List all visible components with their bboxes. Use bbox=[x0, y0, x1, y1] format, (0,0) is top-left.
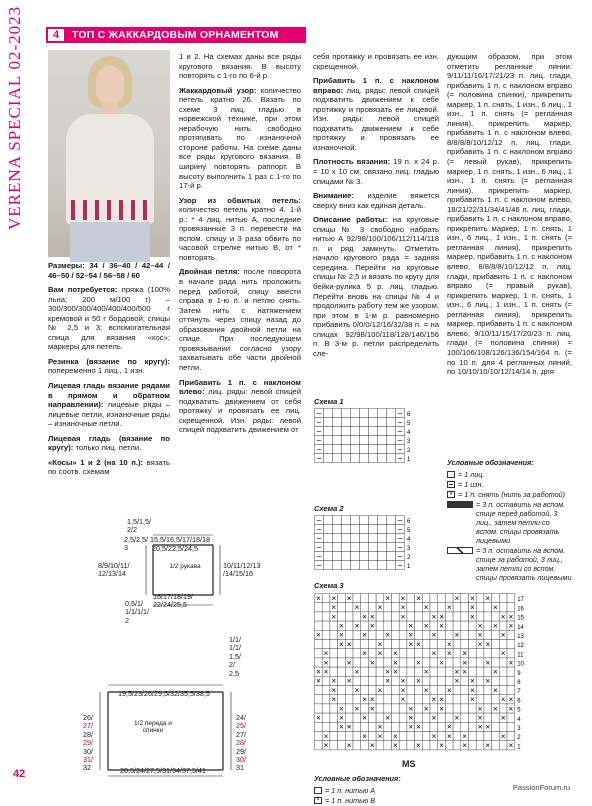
svg-text:3: 3 bbox=[407, 439, 411, 445]
svg-text:1: 1 bbox=[517, 744, 521, 751]
svg-text:15: 15 bbox=[517, 615, 524, 622]
legend-2-item: × = 1 п. нитью В bbox=[314, 796, 444, 805]
svg-text:×: × bbox=[362, 612, 367, 622]
svg-text:5: 5 bbox=[407, 421, 411, 427]
svg-text:×: × bbox=[377, 722, 383, 732]
gauge: Плотность вязания: 19 п. х 24 р. = 10 х 10 см, связано лиц. гладью спицами № 3. bbox=[313, 157, 439, 186]
scheme-2-grid bbox=[314, 515, 426, 577]
svg-text:×: × bbox=[354, 621, 360, 631]
section-title: ТОП С ЖАККАРДОВЫМ ОРНАМЕНТОМ bbox=[72, 29, 279, 41]
svg-text:×: × bbox=[385, 593, 391, 603]
svg-text:×: × bbox=[446, 685, 452, 695]
svg-text:×: × bbox=[408, 630, 414, 640]
svg-text:×: × bbox=[369, 741, 375, 751]
svg-text:×: × bbox=[331, 685, 337, 695]
meas-bottom1: 16/17/18/19/ 22/24/25,5 bbox=[153, 592, 193, 610]
height-value: 27/ bbox=[83, 721, 93, 731]
svg-text:×: × bbox=[346, 639, 352, 649]
svg-text:×: × bbox=[362, 713, 367, 723]
svg-text:6: 6 bbox=[407, 519, 411, 525]
svg-text:×: × bbox=[315, 630, 321, 640]
svg-text:×: × bbox=[392, 741, 398, 751]
svg-text:11: 11 bbox=[517, 652, 524, 659]
svg-text:×: × bbox=[431, 731, 437, 741]
meas-top1: 1,5/1,5/ 2/2 bbox=[127, 517, 151, 535]
meas-bottom-width: 20,5/24/27,5/31/34/37,5/41 bbox=[120, 766, 206, 775]
svg-text:×: × bbox=[408, 713, 414, 723]
section-header bbox=[46, 27, 306, 43]
page-number: 42 bbox=[13, 768, 26, 780]
svg-text:–: – bbox=[316, 560, 322, 570]
svg-text:×: × bbox=[408, 621, 414, 631]
svg-text:×: × bbox=[508, 658, 514, 668]
legend-scheme-3 bbox=[314, 774, 444, 806]
svg-text:–: – bbox=[397, 542, 403, 552]
svg-text:×: × bbox=[331, 603, 337, 613]
svg-text:×: × bbox=[485, 639, 491, 649]
svg-text:–: – bbox=[397, 524, 403, 534]
svg-text:×: × bbox=[508, 695, 514, 705]
svg-text:×: × bbox=[446, 731, 452, 741]
wrapped-stitch: Узор из обвитых петель: количество петель кратно 4. 1-й р.: * 4 лиц. нитью А, последние провязанные 3 п. перевести на вспом. спицу и 3 раза обвить по часовой стрелке нитью В, от * повторять. bbox=[179, 195, 301, 262]
svg-text:×: × bbox=[323, 658, 329, 668]
svg-text:2: 2 bbox=[517, 735, 521, 742]
svg-text:1: 1 bbox=[407, 457, 411, 463]
svg-text:×: × bbox=[315, 676, 321, 686]
svg-text:12: 12 bbox=[517, 643, 524, 650]
svg-text:2: 2 bbox=[407, 448, 411, 454]
svg-text:×: × bbox=[485, 741, 491, 751]
svg-text:–: – bbox=[397, 444, 403, 454]
svg-text:×: × bbox=[416, 722, 421, 732]
height-value: 32 bbox=[83, 763, 91, 773]
cables: «Косы» 1 и 2 (на 10 п.): вязать по соотв. схемам bbox=[48, 457, 170, 477]
svg-text:×: × bbox=[385, 713, 391, 723]
svg-text:×: × bbox=[339, 639, 344, 649]
svg-text:×: × bbox=[392, 649, 398, 659]
svg-text:×: × bbox=[423, 603, 429, 613]
scheme-1-title: Схема 1 bbox=[314, 397, 344, 406]
svg-text:×: × bbox=[500, 713, 506, 723]
svg-text:–: – bbox=[316, 444, 322, 454]
svg-text:×: × bbox=[323, 649, 329, 659]
increase-right: Прибавить 1 п. с наклоном вправо: лиц. ряды: левой спицей подхватить движением к себе протяжку и провязать ее лицевой. Изн. ряды: левой спицей подхватить движением к себе протяжку и провязать ее изнаночной. bbox=[313, 76, 439, 152]
svg-text:×: × bbox=[385, 676, 391, 686]
svg-text:×: × bbox=[439, 621, 444, 631]
height-value: 28/ bbox=[83, 729, 93, 739]
svg-text:×: × bbox=[493, 704, 498, 714]
svg-text:×: × bbox=[369, 621, 375, 631]
svg-text:×: × bbox=[346, 593, 352, 603]
svg-text:10: 10 bbox=[517, 661, 524, 668]
svg-text:×: × bbox=[377, 639, 383, 649]
svg-text:×: × bbox=[323, 667, 329, 677]
svg-text:×: × bbox=[346, 658, 352, 668]
svg-text:8: 8 bbox=[517, 680, 521, 686]
svg-text:6: 6 bbox=[407, 412, 411, 418]
svg-text:×: × bbox=[469, 603, 475, 613]
svg-text:×: × bbox=[493, 603, 498, 613]
svg-text:×: × bbox=[500, 630, 506, 640]
svg-text:–: – bbox=[316, 408, 322, 418]
height-value: 26/ bbox=[83, 713, 93, 722]
height-value: 31 bbox=[236, 763, 244, 773]
svg-text:×: × bbox=[346, 741, 352, 751]
meas-top2: 2,5/2,5/ 3 bbox=[124, 535, 148, 553]
svg-text:×: × bbox=[362, 630, 367, 640]
svg-text:×: × bbox=[416, 676, 421, 686]
svg-text:×: × bbox=[439, 695, 444, 705]
svg-text:17: 17 bbox=[517, 597, 524, 604]
svg-text:–: – bbox=[397, 417, 403, 427]
work-description: Описание работы: на круговые спицы № 3 свободно набрать нитью А 92/98/100/106/112/114/118 п. и ряд замкнуть. Отметить начало кругового ряда = задняя середина. Перейти на круговые спицы № 2,5 и вязать по кругу для бейки-рулика 5 р. лиц. гладью. Перейти вновь на спицы № 4 и продолжить работу тем же узором, при этом в 1-м р. равномерно прибавить 0/0/0/12/16/32/38 п. = на спицах 92/98/100/118/128/146/156 п. В 3-м р. петли распределить сле- bbox=[313, 215, 439, 358]
svg-text:×: × bbox=[377, 649, 383, 659]
svg-text:×: × bbox=[485, 593, 491, 603]
stockinette-rows: Лицевая гладь вязание рядами в прямом и обратном направлении): лицевые ряды – лицевые петли, изнаночные ряды – изнаночные петли. bbox=[48, 381, 170, 429]
stockinette-round: Лицевая гладь (вязание по кругу): только лиц. петли. bbox=[48, 433, 170, 453]
height-value: 24/ bbox=[236, 713, 246, 722]
text-column-2 bbox=[179, 52, 301, 440]
svg-text:×: × bbox=[339, 713, 344, 723]
watermark: PassionForum.ru bbox=[512, 783, 570, 792]
svg-text:×: × bbox=[477, 639, 483, 649]
svg-text:4: 4 bbox=[407, 537, 411, 543]
meas-width: 19,5/23/26/29,5/32/35,5/38,5 bbox=[118, 689, 210, 698]
svg-text:×: × bbox=[462, 667, 468, 677]
meas-height-left bbox=[83, 714, 93, 773]
svg-text:×: × bbox=[400, 676, 406, 686]
rib-pattern: Резинка (вязание по кругу): попеременно 1 лиц., 1 изн. bbox=[48, 356, 170, 376]
svg-text:–: – bbox=[316, 551, 322, 561]
svg-text:1: 1 bbox=[407, 564, 411, 570]
svg-text:×: × bbox=[369, 612, 375, 622]
height-value: 30/ bbox=[83, 746, 93, 756]
svg-text:×: × bbox=[439, 658, 444, 668]
svg-text:×: × bbox=[423, 621, 429, 631]
svg-text:9: 9 bbox=[517, 670, 521, 677]
cables-cont: 1 и 2. На схемах даны все ряды кругового вязания. В высоту повторять с 1-го по 6-й р. bbox=[179, 52, 301, 81]
svg-text:6: 6 bbox=[517, 698, 521, 705]
svg-text:×: × bbox=[493, 621, 498, 631]
svg-text:16: 16 bbox=[517, 606, 524, 613]
svg-text:×: × bbox=[462, 658, 468, 668]
svg-text:×: × bbox=[477, 704, 483, 714]
svg-text:×: × bbox=[331, 593, 337, 603]
svg-text:–: – bbox=[397, 408, 403, 418]
svg-text:×: × bbox=[354, 667, 360, 677]
spine bbox=[0, 0, 36, 800]
legend-1-item: = 1 изн. bbox=[447, 480, 572, 489]
meas-bottom2: 0,5/1/ 1/1/1/1/ 2 bbox=[125, 599, 149, 625]
svg-text:–: – bbox=[316, 533, 322, 543]
svg-text:×: × bbox=[462, 731, 468, 741]
svg-text:×: × bbox=[323, 731, 329, 741]
height-value: 25/ bbox=[236, 721, 246, 731]
svg-text:–: – bbox=[316, 417, 322, 427]
svg-text:×: × bbox=[362, 695, 367, 705]
svg-text:–: – bbox=[316, 515, 322, 525]
svg-text:×: × bbox=[446, 603, 452, 613]
svg-text:×: × bbox=[339, 621, 344, 631]
svg-text:×: × bbox=[416, 658, 421, 668]
sleeve-label: 1/2 рукава bbox=[169, 563, 201, 570]
height-value: 29/ bbox=[83, 738, 93, 748]
svg-text:×: × bbox=[392, 667, 398, 677]
svg-text:×: × bbox=[392, 731, 398, 741]
svg-text:×: × bbox=[416, 593, 421, 603]
svg-text:×: × bbox=[385, 667, 391, 677]
work-description-cont: дующим образом, при этом отметить регланные линии: 9/11/11/16/17/21/23 п. лиц. глади, прибавить 1 п. с наклоном вправо (= половина спинки), прикрепить маркер, 1 п. снять, 1 изн., 6 лиц., 1 изн., 1 п. снять (= регланная линия), прикрепить маркер, прибавить 1 п. с наклоном влево, 8/8/8/8/10/12/12 п. лиц. глади, прибавить 1 п. с наклоном вправо (= левый рукав), прикрепить маркер, 1 п. снять, 1 изн., 6 лиц., 1 изн., 1 п. снять (= регланная линия), прикрепить маркер, прибавить 1 п. с наклоном влево, 18/21/22/31/34/41/46 п. лиц. глади, прибавить 1 п. с наклоном вправо, прикрепить маркер, 1 п. снять, 1 изн., 6 лиц., 1 изн., 1 п. снять (= регланная линия), прикрепить маркер, прибавить 1 п. с наклоном влево, 8/8/8/8/10/12/12 п. лиц. глади, прибавить 1 п. с наклоном вправо (= правый рукав), прикрепить маркер, 1 п. снять, 1 изн., 6 лиц., 1 изн., 1 п. снять (= регланная линия), прикрепить маркер, прибавить 1 п. с наклоном влево, 9/10/11/15/17/20/23 п. лиц. глади (= половина спинки) = 100/106/108/126/136/154/164 п. (= по 10 п. для 4 регланных линий, по 10/10/10/10/12/14/14 п. для bbox=[447, 52, 572, 377]
meas-height-right bbox=[236, 714, 246, 773]
model-photo bbox=[48, 50, 170, 257]
svg-text:×: × bbox=[454, 676, 460, 686]
svg-text:×: × bbox=[416, 639, 421, 649]
legend-1-item: = 1 лиц. bbox=[447, 470, 572, 479]
scheme-3-title: Схема 3 bbox=[314, 581, 344, 590]
height-value: 29/ bbox=[236, 746, 246, 756]
magazine-brand: VERENA SPECIAL 02-2023 bbox=[5, 5, 24, 230]
svg-text:×: × bbox=[469, 685, 475, 695]
legend-1-item: V = 1 п. снять (нить за работой) bbox=[448, 490, 565, 499]
svg-text:–: – bbox=[316, 453, 322, 463]
svg-text:–: – bbox=[316, 426, 322, 436]
svg-text:×: × bbox=[454, 630, 460, 640]
svg-text:–: – bbox=[316, 524, 322, 534]
svg-text:3: 3 bbox=[407, 546, 411, 552]
svg-text:×: × bbox=[508, 741, 514, 751]
svg-text:×: × bbox=[315, 667, 321, 677]
meas-left1: 8/9/10/11/ 12/13/14 bbox=[98, 561, 130, 579]
scheme-3-ms: MS bbox=[402, 759, 416, 769]
svg-text:×: × bbox=[446, 722, 452, 732]
svg-text:×: × bbox=[392, 658, 398, 668]
svg-text:×: × bbox=[315, 593, 321, 603]
height-value: 31/ bbox=[83, 755, 93, 765]
svg-text:×: × bbox=[400, 593, 406, 603]
legend-1-item: = 3 п. оставить на вспом. спице перед работой, 3 лиц., затем петли со вспом. спицы провязать лицевыми bbox=[447, 500, 572, 545]
svg-text:5: 5 bbox=[407, 528, 411, 534]
double-stitch: Двойная петля: после поворота в начале ряда нить проложить перед работой, спицу ввести справа в 1-ю п. и петлю снять. Затем нить с натяжением оттянуть через спицу назад до образования двойной петли на спице. При последующем провязывании согласно узору захватывать обе части двойной петли. bbox=[179, 267, 301, 372]
attention: Внимание: изделие вяжется сверху вниз как единая деталь. bbox=[313, 191, 439, 210]
svg-text:×: × bbox=[323, 741, 329, 751]
legend-schemes-1-2 bbox=[447, 458, 572, 583]
svg-text:×: × bbox=[485, 658, 491, 668]
svg-text:×: × bbox=[477, 621, 483, 631]
svg-text:×: × bbox=[462, 741, 468, 751]
svg-text:×: × bbox=[493, 667, 498, 677]
svg-text:–: – bbox=[397, 515, 403, 525]
svg-text:×: × bbox=[469, 593, 475, 603]
svg-text:3: 3 bbox=[517, 726, 521, 732]
svg-text:×: × bbox=[454, 667, 460, 677]
svg-text:×: × bbox=[346, 722, 352, 732]
svg-text:–: – bbox=[397, 453, 403, 463]
svg-text:13: 13 bbox=[517, 634, 524, 640]
svg-text:×: × bbox=[369, 658, 375, 668]
legend-2-item: = 1 п. нитью А bbox=[314, 786, 444, 795]
svg-text:×: × bbox=[400, 612, 406, 622]
svg-text:–: – bbox=[397, 435, 403, 445]
svg-text:×: × bbox=[469, 612, 475, 622]
jacquard: Жаккардовый узор: количество петель кратно 26. Вязать по схеме 3 лиц. гладью в норвежской технике, при этом нерабочую нить свободно протягивать по изнаночной стороне работы. На схеме даны все ряды кругового вязания. В ширину повторять раппорт. В высоту выполнить 1 раз с 1-го по 17-й р. bbox=[179, 85, 302, 191]
meas-top3: 15,5/16,5/17/18/18 bbox=[150, 535, 210, 544]
svg-text:×: × bbox=[400, 603, 406, 613]
height-value: 30/ bbox=[236, 755, 246, 765]
svg-text:×: × bbox=[439, 704, 444, 714]
svg-text:×: × bbox=[477, 722, 483, 732]
svg-text:×: × bbox=[477, 630, 483, 640]
svg-text:×: × bbox=[469, 676, 475, 686]
scheme-2-title: Схема 2 bbox=[314, 504, 344, 513]
svg-text:×: × bbox=[331, 612, 337, 622]
meas-top4: 20,5/22,5/24,5 bbox=[152, 544, 198, 553]
svg-text:×: × bbox=[369, 704, 375, 714]
increase-cont: себя протяжку и провязать ее изн. скрещенной. bbox=[313, 52, 439, 71]
svg-text:×: × bbox=[431, 612, 437, 622]
text-column-1 bbox=[48, 261, 170, 482]
svg-text:×: × bbox=[423, 704, 429, 714]
svg-text:4: 4 bbox=[407, 430, 411, 436]
svg-text:×: × bbox=[462, 649, 468, 659]
svg-text:×: × bbox=[423, 667, 429, 677]
svg-text:×: × bbox=[508, 621, 514, 631]
svg-text:×: × bbox=[439, 612, 444, 622]
svg-text:×: × bbox=[354, 685, 360, 695]
svg-text:×: × bbox=[508, 704, 514, 714]
materials: Вам потребуется: пряжа (100% льна; 200 м/100 г) – 300/300/300/400/400/400/500 г кремовой и 50 г бордовой; спицы № 2,5 и 3; вспомогательная спица для вязания «кос»; маркеры для петель. bbox=[48, 285, 170, 352]
svg-text:×: × bbox=[377, 731, 383, 741]
svg-text:×: × bbox=[485, 676, 491, 686]
svg-text:×: × bbox=[315, 713, 321, 723]
svg-text:14: 14 bbox=[517, 624, 524, 631]
text-column-3 bbox=[313, 52, 439, 363]
svg-text:–: – bbox=[397, 426, 403, 436]
svg-text:×: × bbox=[354, 704, 360, 714]
svg-text:×: × bbox=[354, 603, 360, 613]
svg-text:×: × bbox=[377, 603, 383, 613]
legend-1-item: = 3 п. оставить на вспом. спице за работой, 3 лиц., затем петли со вспом. спицы провязать лицевыми bbox=[447, 546, 572, 582]
svg-text:×: × bbox=[400, 685, 406, 695]
text-column-4 bbox=[447, 52, 572, 382]
legend-1-title: Условные обозначения: bbox=[447, 458, 534, 467]
svg-text:×: × bbox=[408, 704, 414, 714]
svg-text:×: × bbox=[508, 612, 514, 622]
svg-text:×: × bbox=[400, 695, 406, 705]
svg-text:×: × bbox=[362, 731, 367, 741]
svg-text:–: – bbox=[397, 533, 403, 543]
svg-text:×: × bbox=[469, 695, 475, 705]
body-label: 1/2 переда и спинки bbox=[134, 720, 172, 734]
scheme-1-grid bbox=[314, 408, 426, 470]
svg-text:×: × bbox=[423, 685, 429, 695]
svg-text:×: × bbox=[408, 722, 414, 732]
scheme-3-grid bbox=[314, 593, 534, 761]
svg-text:×: × bbox=[431, 649, 437, 659]
svg-text:×: × bbox=[408, 639, 414, 649]
svg-text:×: × bbox=[493, 685, 498, 695]
svg-text:×: × bbox=[339, 722, 344, 732]
svg-text:×: × bbox=[431, 630, 437, 640]
svg-text:×: × bbox=[369, 695, 375, 705]
meas-right2: 1/1/ 1/1/ 1,5/ 2/ 2,5 bbox=[229, 635, 241, 678]
sizes: Размеры: 34 / 36–40 / 42–44 / 46–50 / 52–54 / 56–58 / 60 bbox=[48, 261, 170, 280]
svg-text:×: × bbox=[362, 649, 367, 659]
svg-text:×: × bbox=[339, 704, 344, 714]
svg-text:7: 7 bbox=[517, 689, 521, 696]
meas-right1: 10/11/12/13 /14/15/16 bbox=[223, 561, 261, 579]
height-value: 28/ bbox=[236, 738, 246, 748]
increase-left: Прибавить 1 п. с наклоном влево: лиц. ряды: левой спицей подхватить движением от себя протяжку и провязать ее лиц. скрещенной. Изн. ряды: левой спицей подхватить движением от bbox=[179, 377, 301, 435]
svg-text:×: × bbox=[385, 630, 391, 640]
svg-text:×: × bbox=[446, 639, 452, 649]
height-value: 27/ bbox=[236, 729, 246, 739]
svg-text:–: – bbox=[397, 560, 403, 570]
svg-text:×: × bbox=[500, 695, 506, 705]
svg-text:×: × bbox=[500, 731, 506, 741]
svg-text:–: – bbox=[397, 551, 403, 561]
svg-text:×: × bbox=[431, 695, 437, 705]
svg-text:×: × bbox=[500, 612, 506, 622]
legend-2-title: Условные обозначения: bbox=[314, 774, 401, 783]
svg-text:×: × bbox=[339, 630, 344, 640]
svg-text:×: × bbox=[500, 649, 506, 659]
svg-text:×: × bbox=[331, 695, 337, 705]
svg-text:×: × bbox=[377, 685, 383, 695]
svg-text:×: × bbox=[485, 722, 491, 732]
svg-text:×: × bbox=[477, 713, 483, 723]
svg-text:×: × bbox=[454, 593, 460, 603]
svg-text:×: × bbox=[446, 649, 452, 659]
svg-text:–: – bbox=[316, 435, 322, 445]
svg-text:×: × bbox=[454, 713, 460, 723]
svg-text:×: × bbox=[416, 741, 421, 751]
svg-text:×: × bbox=[439, 741, 444, 751]
section-number: 4 bbox=[46, 27, 66, 43]
svg-text:4: 4 bbox=[517, 716, 521, 723]
svg-text:2: 2 bbox=[407, 555, 411, 561]
svg-text:×: × bbox=[431, 713, 437, 723]
svg-text:×: × bbox=[331, 676, 337, 686]
svg-text:–: – bbox=[316, 542, 322, 552]
svg-text:×: × bbox=[346, 676, 352, 686]
svg-text:5: 5 bbox=[517, 707, 521, 714]
